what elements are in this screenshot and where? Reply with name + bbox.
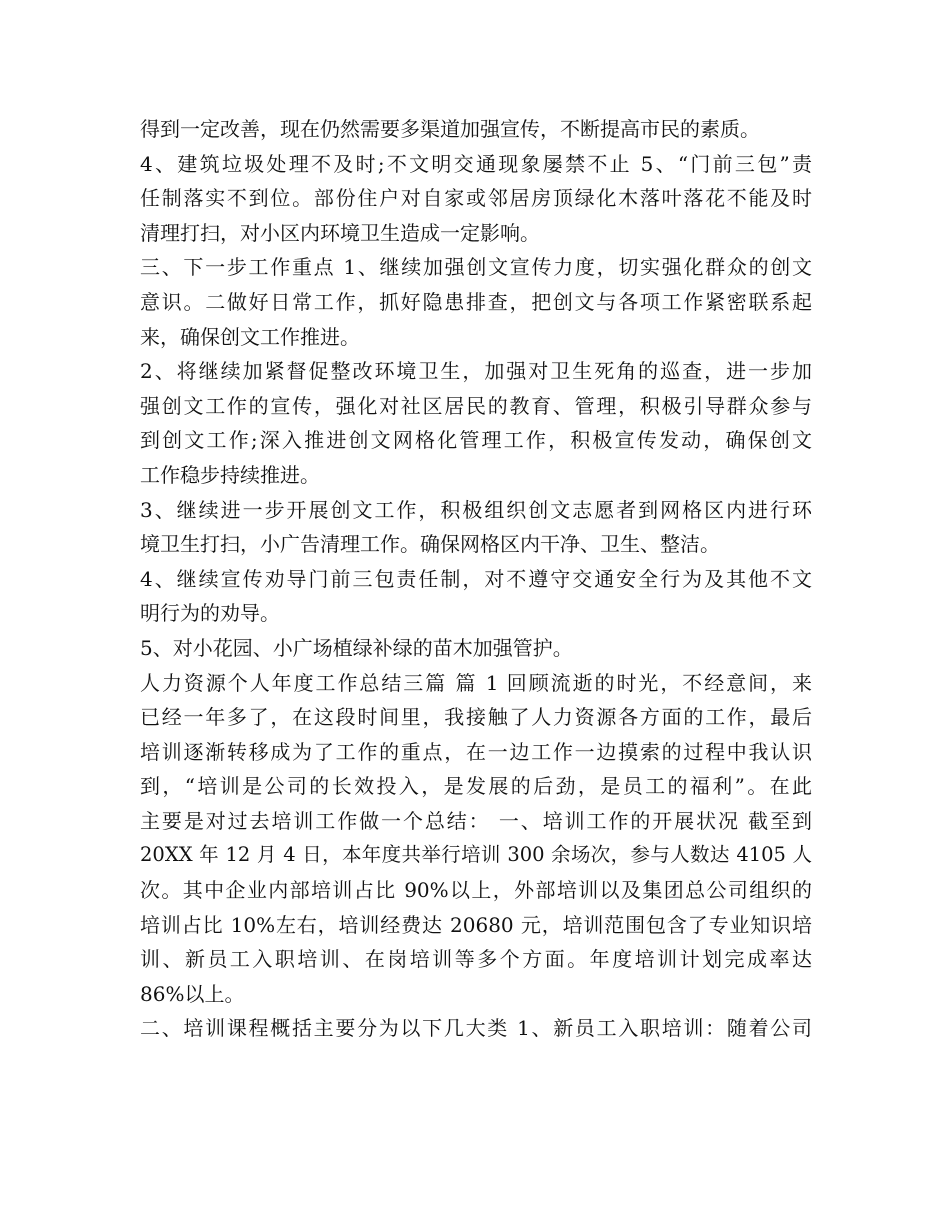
text-line: 三、下一步工作重点 1、继续加强创文宣传力度，切实强化群众的创文 <box>140 255 812 280</box>
text-line: 清理打扫，对小区内环境卫生造成一定影响。 <box>140 220 540 245</box>
text-line: 训、新员工入职培训、在岗培训等多个方面。年度培训计划完成率达 <box>140 947 812 972</box>
text-line: 二、培训课程概括主要分为以下几大类 1、新员工入职培训：随着公司 <box>140 1016 812 1041</box>
text-line: 20XX 年 12 月 4 日，本年度共举行培训 300 余场次，参与人数达 4105 人 <box>140 843 812 867</box>
text-line: 意识。二做好日常工作，抓好隐患排查，把创文与各项工作紧密联系起 <box>140 289 812 314</box>
text-line: 主要是对过去培训工作做一个总结： 一、培训工作的开展状况 截至到 <box>140 808 812 833</box>
text-line: 培训占比 10%左右，培训经费达 20680 元，培训范围包含了专业知识培 <box>140 912 812 937</box>
text-line: 任制落实不到位。部份住户对自家或邻居房顶绿化木落叶落花不能及时 <box>140 186 812 211</box>
text-line: 境卫生打扫，小广告清理工作。确保网格区内干净、卫生、整洁。 <box>140 532 720 557</box>
text-line: 强创文工作的宣传，强化对社区居民的教育、管理，积极引导群众参与 <box>140 393 812 418</box>
text-line: 明行为的劝导。 <box>140 601 280 626</box>
text-line: 人力资源个人年度工作总结三篇 篇 1 回顾流逝的时光，不经意间，来 <box>140 670 812 695</box>
text-line: 2、将继续加紧督促整改环境卫生，加强对卫生死角的巡查，进一步加 <box>140 359 812 384</box>
text-line: 3、继续进一步开展创文工作，积极组织创文志愿者到网格区内进行环 <box>140 497 812 522</box>
text-line: 4、继续宣传劝导门前三包责任制，对不遵守交通安全行为及其他不文 <box>140 566 812 591</box>
text-line: 次。其中企业内部培训占比 90%以上，外部培训以及集团总公司组织的 <box>140 878 812 903</box>
text-line: 86%以上。 <box>140 981 245 1006</box>
document-body <box>140 112 812 1046</box>
text-line: 到，“培训是公司的长效投入，是发展的后劲，是员工的福利”。在此 <box>140 774 812 799</box>
text-line: 来，确保创文工作推进。 <box>140 324 360 349</box>
text-line: 4、建筑垃圾处理不及时;不文明交通现象屡禁不止 5、“门前三包”责 <box>140 151 812 176</box>
text-line: 5、对小花园、小广场植绿补绿的苗木加强管护。 <box>140 635 573 660</box>
text-line: 得到一定改善，现在仍然需要多渠道加强宣传，不断提高市民的素质。 <box>140 117 760 141</box>
text-line: 到创文工作;深入推进创文网格化管理工作，积极宣传发动，确保创文 <box>140 428 812 453</box>
text-line: 培训逐渐转移成为了工作的重点，在一边工作一边摸索的过程中我认识 <box>140 739 812 764</box>
text-line: 已经一年多了，在这段时间里，我接触了人力资源各方面的工作，最后 <box>140 705 812 730</box>
text-line: 工作稳步持续推进。 <box>140 462 320 487</box>
